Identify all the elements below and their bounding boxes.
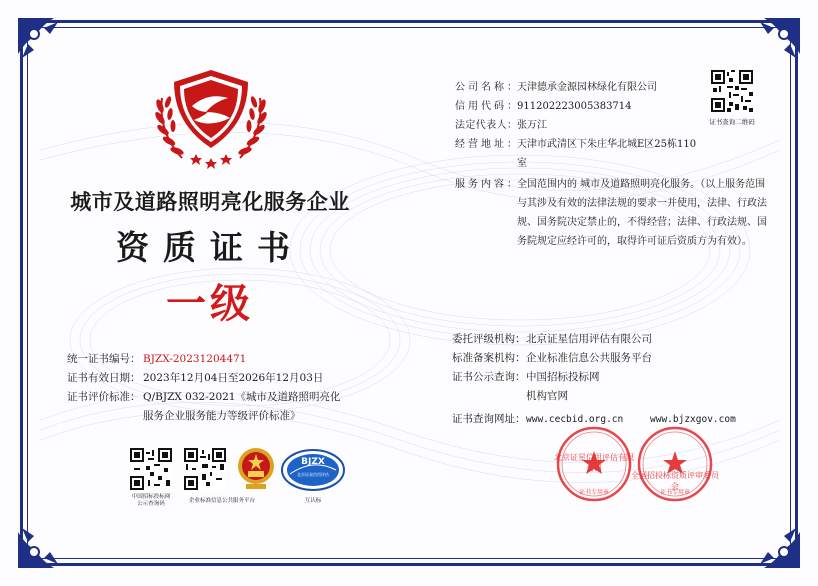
certificate-grade: 一级 — [166, 280, 254, 327]
seal1-text: 北京证星信用评估有限公司 — [554, 453, 634, 473]
bottom-logos — [116, 444, 346, 514]
credit-code-label: 信用代码： — [455, 101, 517, 112]
seal1-sub: 证书专用章 — [578, 489, 609, 496]
qr-code-icon[interactable] — [184, 448, 226, 490]
issuer-info — [452, 330, 772, 429]
legal-rep: 张万江 — [517, 120, 547, 131]
scope-row — [455, 175, 770, 251]
cert-standard-label: 证书评价标准： — [67, 391, 141, 403]
address-label: 经营地址： — [455, 139, 517, 150]
filing-row — [452, 349, 772, 368]
qr-code-icon[interactable] — [130, 448, 172, 490]
cert-standard: Q/BJZX 032-2021《城市及道路照明亮化服务企业服务能力等级评价标准》 — [143, 391, 341, 422]
credit-code: 911202223005383714 — [517, 101, 632, 112]
public-query: 中国招标投标网 — [526, 371, 600, 383]
address: 天津市武清区下朱庄华北城E区25栋110室 — [517, 139, 697, 169]
national-emblem-icon — [236, 446, 276, 490]
company-name-label: 公司名称： — [455, 82, 517, 93]
entrust-row — [452, 330, 772, 349]
filing-org: 企业标准信息公共服务平台 — [526, 352, 652, 364]
qr-code-label: 证书查询二维码 — [709, 118, 755, 126]
cert-validity: 2023年12月04日至2026年12月03日 — [143, 372, 324, 384]
certificate-meta — [67, 350, 397, 426]
entrust-org: 北京证星信用评估有限公司 — [526, 333, 652, 345]
qr-code-icon[interactable] — [711, 70, 753, 112]
corner-ornament — [742, 14, 804, 76]
public-row — [452, 368, 772, 387]
certificate-title-line1: 城市及道路照明亮化服务企业 — [70, 190, 350, 214]
qr2-label: 企业标准信息公共服务平台 — [188, 498, 255, 504]
cert-standard-row — [67, 388, 397, 426]
corner-ornament — [14, 14, 76, 76]
bjzx-label: 互认标 — [304, 498, 322, 504]
corner-ornament — [14, 510, 76, 572]
company-name: 天津德承金源园林绿化有限公司 — [517, 82, 657, 93]
qr1-label: 中国招标投标网 公示查询码 — [131, 494, 171, 507]
address-row — [455, 135, 770, 173]
scope-label: 服务内容： — [455, 179, 517, 190]
shield-emblem-icon — [148, 62, 274, 172]
cert-validity-row — [67, 369, 397, 388]
bjzx-text: BJZX — [301, 457, 325, 467]
public-row-2 — [452, 387, 772, 406]
public-query-2: 机构官网 — [526, 390, 568, 402]
cert-number: BJZX-20231204471 — [143, 353, 247, 365]
query-url-2[interactable]: www.bjzxgov.com — [650, 414, 736, 425]
query-url-1[interactable]: www.cecbid.org.cn — [526, 414, 624, 425]
scope: 全国范围内的 城市及道路照明亮化服务。（以上服务范围与其涉及有效的法律法规的要求一并使用，法律、行政法规、国务院决定禁止的，不得经营；法律、行政法规、国务院规定应经许可的，取得许可证后资质方为有效）。 — [517, 179, 767, 247]
query-url-label: 证书查询网址： — [452, 413, 526, 425]
seal2-text: 全国招投标资质评审委员会 — [631, 471, 719, 491]
bjzx-sub: 北京证星信用评估 — [297, 472, 329, 477]
bjzx-logo — [280, 448, 346, 492]
entrust-label: 委托评级机构： — [452, 333, 526, 345]
cert-number-row — [67, 350, 397, 369]
corner-ornament — [742, 510, 804, 572]
cert-number-label: 统一证书编号： — [67, 353, 141, 365]
filing-label: 标准备案机构： — [452, 352, 526, 364]
certificate-title-line2: 资质证书 — [116, 228, 304, 267]
public-label: 证书公示查询： — [452, 371, 526, 383]
cert-validity-label: 证书有效日期： — [67, 372, 141, 384]
seal2-sub: 证书专用章 — [659, 489, 690, 496]
legal-rep-label: 法定代表人： — [455, 120, 517, 131]
